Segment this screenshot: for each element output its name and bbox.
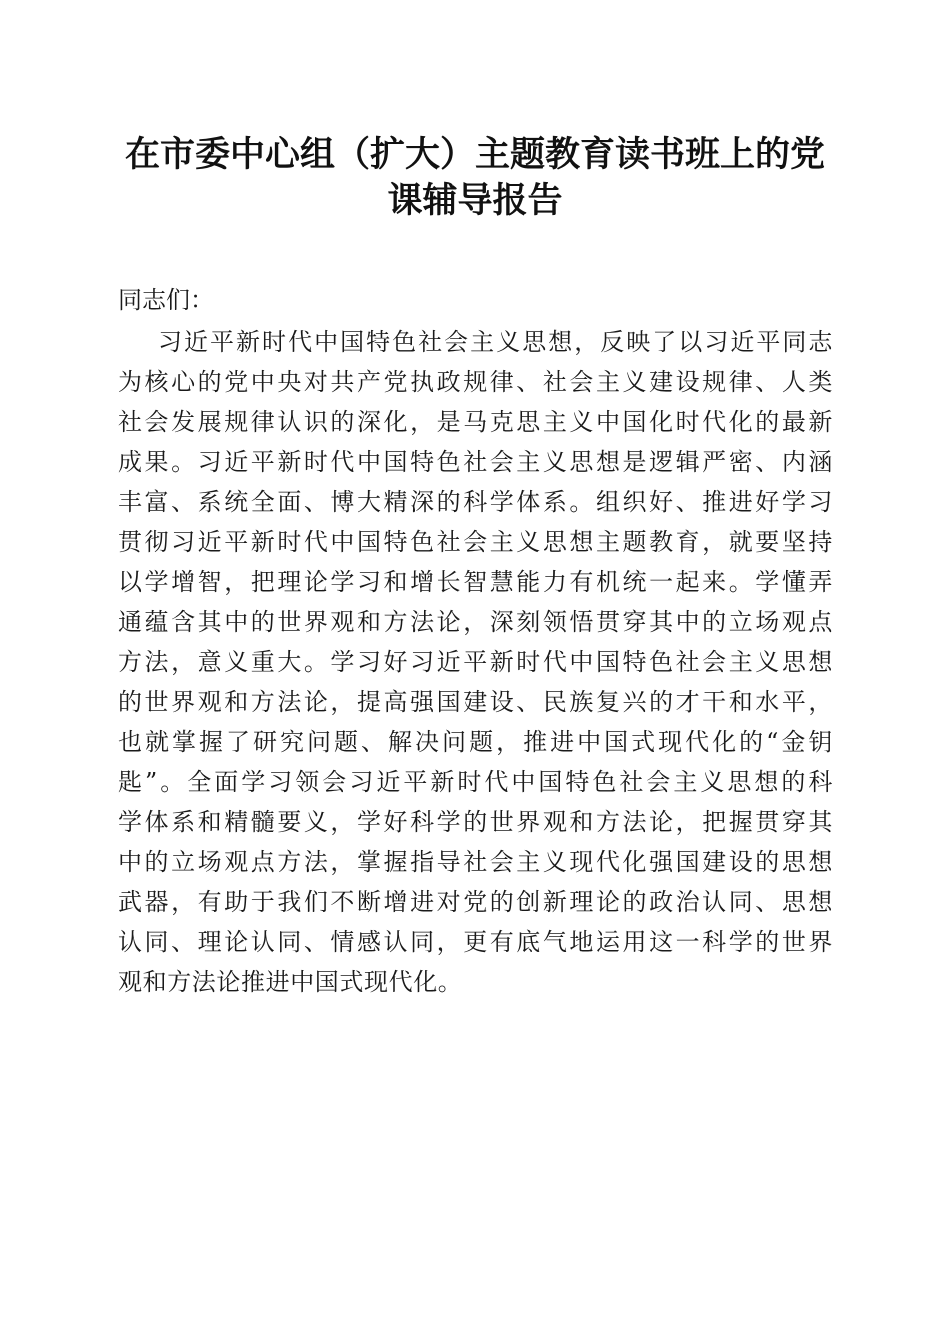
title-line-2: 课辅导报告: [387, 180, 563, 221]
paragraph-line: 的世界观和方法论，提高强国建设、民族复兴的才干和水平，: [118, 688, 833, 716]
paragraph-line: 通蕴含其中的世界观和方法论，深刻领悟贯穿其中的立场观点: [118, 608, 833, 636]
paragraph-line: 成果。习近平新时代中国特色社会主义思想是逻辑严密、内涵: [118, 448, 833, 476]
paragraph-line: 学体系和精髓要义，学好科学的世界观和方法论，把握贯穿其: [118, 808, 833, 836]
salutation: 同志们：: [118, 286, 214, 314]
paragraph-line: 以学增智，把理论学习和增长智慧能力有机统一起来。学懂弄: [118, 568, 833, 596]
paragraph-line: 认同、理论认同、情感认同，更有底气地运用这一科学的世界: [118, 928, 833, 956]
paragraph-line: 武器，有助于我们不断增进对党的创新理论的政治认同、思想: [118, 888, 833, 916]
title-line-1: 在市委中心组（扩大）主题教育读书班上的党: [124, 134, 825, 175]
paragraph-line: 观和方法论推进中国式现代化。: [118, 968, 463, 996]
paragraph-line: 匙”。全面学习领会习近平新时代中国特色社会主义思想的科: [118, 768, 833, 796]
paragraph-line: 贯彻习近平新时代中国特色社会主义思想主题教育，就要坚持: [118, 528, 833, 556]
paragraph-line: 方法，意义重大。学习好习近平新时代中国特色社会主义思想: [118, 648, 833, 676]
paragraph-line: 丰富、系统全面、博大精深的科学体系。组织好、推进好学习: [118, 488, 833, 516]
paragraph-line: 社会发展规律认识的深化，是马克思主义中国化时代化的最新: [118, 408, 833, 436]
paragraph-line: 习近平新时代中国特色社会主义思想，反映了以习近平同志: [158, 328, 833, 356]
body-paragraph: [118, 322, 833, 1002]
paragraph-line: 中的立场观点方法，掌握指导社会主义现代化强国建设的思想: [118, 848, 833, 876]
document-title: [100, 132, 850, 224]
paragraph-line: 为核心的党中央对共产党执政规律、社会主义建设规律、人类: [118, 368, 833, 396]
paragraph-line: 也就掌握了研究问题、解决问题，推进中国式现代化的“金钥: [118, 728, 833, 756]
